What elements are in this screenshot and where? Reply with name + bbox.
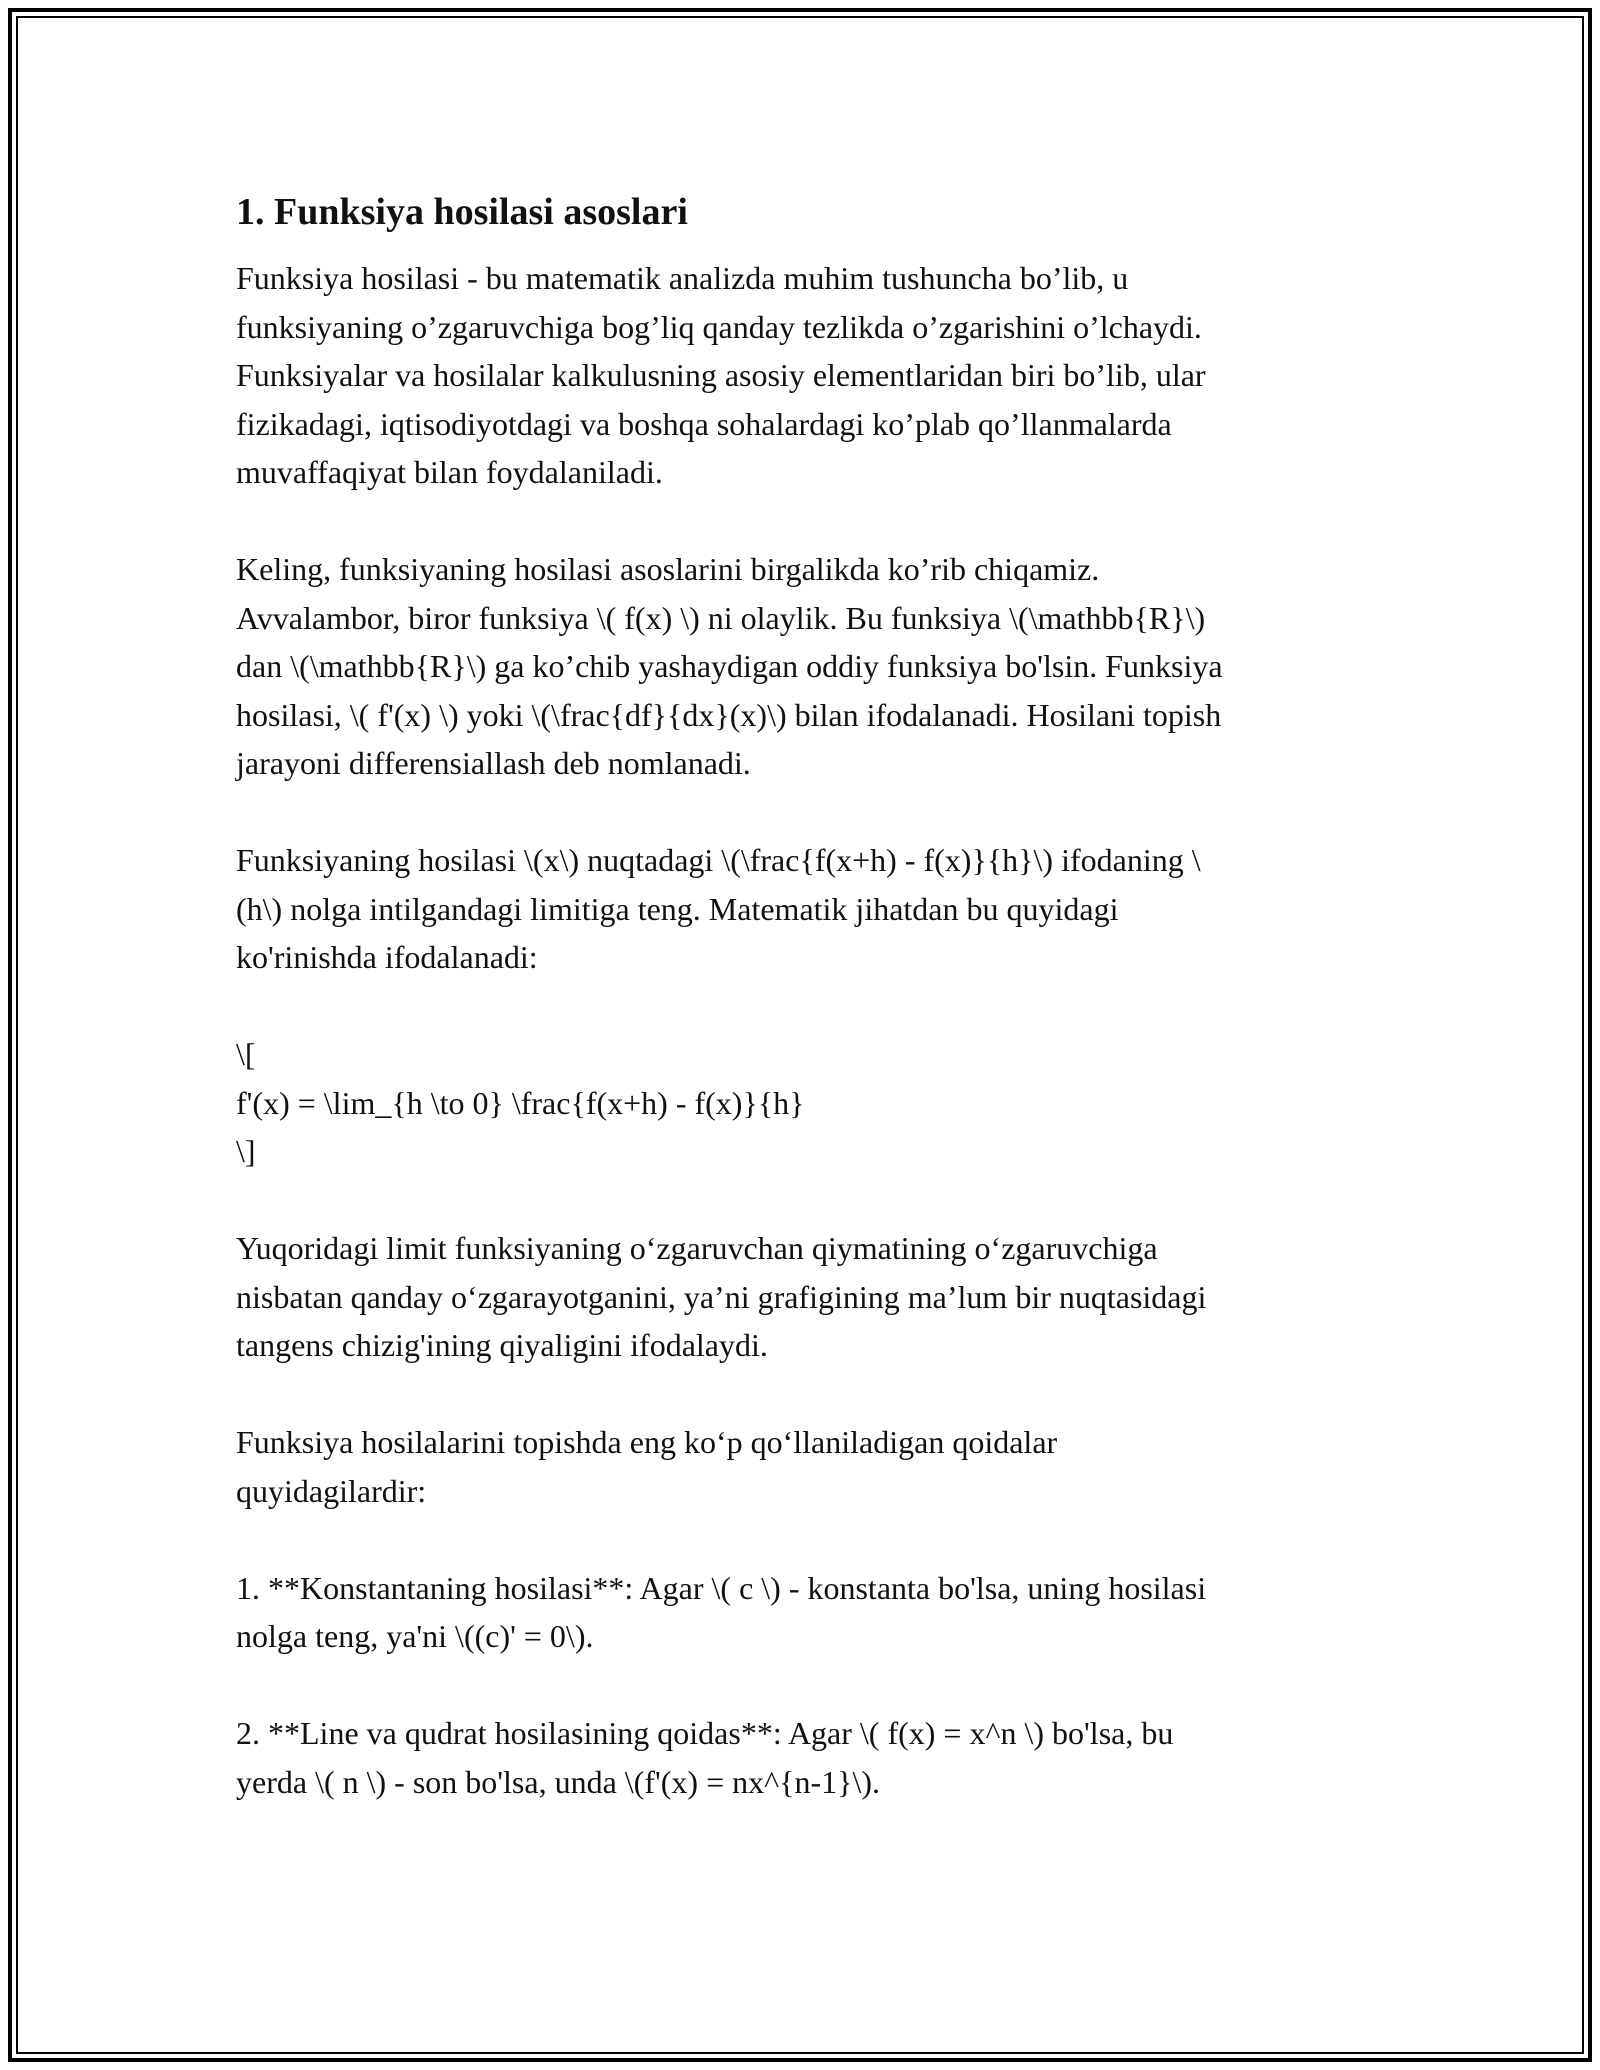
paragraph-intro (236, 254, 1366, 497)
rule-item-1 (236, 1564, 1366, 1661)
text-line: fizikadagi, iqtisodiyotdagi va boshqa sohalardagi ko’plab qo’llanmalarda (236, 405, 1172, 442)
text-line: hosilasi, \( f'(x) \) yoki \(\frac{df}{dx}(x)\) bilan ifodalanadi. Hosilani topish (236, 696, 1222, 733)
text-line: 2. **Line va qudrat hosilasining qoidas**: Agar \( f(x) = x^n \) bo'lsa, bu (236, 1715, 1174, 1751)
text-line: 1. **Konstantaning hosilasi**: Agar \( c \) - konstanta bo'lsa, uning hosilasi (236, 1569, 1207, 1606)
text-line: funksiyaning o’zgaruvchiga bog’liq qanday tezlikda o’zgarishini o’lchaydi. (236, 308, 1202, 345)
text-line: Funksiyalar va hosilalar kalkulusning asosiy elementlaridan biri bo’lib, ular (236, 357, 1206, 393)
text-line: muvaffaqiyat bilan foydalaniladi. (236, 454, 663, 490)
text-line: jarayoni differensiallash deb nomlanadi. (236, 745, 751, 781)
rule-item-2 (236, 1709, 1366, 1806)
text-line: Yuqoridagi limit funksiyaning o‘zgaruvchan qiymatining o‘zgaruvchiga (236, 1230, 1158, 1266)
paragraph-interpretation (236, 1224, 1366, 1370)
paragraph-limit (236, 836, 1366, 982)
document-body (236, 186, 1366, 1855)
text-line: Funksiya hosilasi - bu matematik analizda muhim tushuncha bo’lib, u (236, 260, 1129, 296)
text-line: ko'rinishda ifodalanadi: (236, 939, 538, 975)
formula-line: \] (236, 1133, 256, 1169)
text-line: Funksiya hosilalarini topishda eng ko‘p qo‘llaniladigan qoidalar (236, 1424, 1058, 1460)
text-line: Funksiyaning hosilasi \(x\) nuqtadagi \(\frac{f(x+h) - f(x)}{h}\) ifodaning \ (236, 842, 1201, 878)
formula-block (236, 1030, 1366, 1176)
text-line: dan \(\mathbb{R}\) ga ko’chib yashaydigan oddiy funksiya bo'lsin. Funksiya (236, 648, 1223, 684)
formula-line: f'(x) = \lim_{h \to 0} \frac{f(x+h) - f(x)}{h} (236, 1084, 805, 1121)
text-line: yerda \( n \) - son bo'lsa, unda \(f'(x) = nx^{n-1}\). (236, 1763, 881, 1800)
text-line: tangens chizig'ining qiyaligini ifodalaydi. (236, 1327, 768, 1363)
text-line: (h\) nolga intilgandagi limitiga teng. Matematik jihatdan bu quyidagi (236, 890, 1119, 927)
text-line: nisbatan qanday o‘zgarayotganini, ya’ni grafigining ma’lum bir nuqtasidagi (236, 1278, 1207, 1315)
paragraph-definition (236, 545, 1366, 788)
paragraph-rules-intro (236, 1418, 1366, 1515)
text-line: Avvalambor, biror funksiya \( f(x) \) ni olaylik. Bu funksiya \(\mathbb{R}\) (236, 599, 1206, 636)
section-heading: 1. Funksiya hosilasi asoslari (236, 191, 688, 233)
text-line: Keling, funksiyaning hosilasi asoslarini birgalikda ko’rib chiqamiz. (236, 551, 1100, 587)
text-line: quyidagilardir: (236, 1472, 427, 1509)
text-line: nolga teng, ya'ni \((c)' = 0\). (236, 1618, 594, 1654)
formula-line: \[ (236, 1036, 256, 1072)
